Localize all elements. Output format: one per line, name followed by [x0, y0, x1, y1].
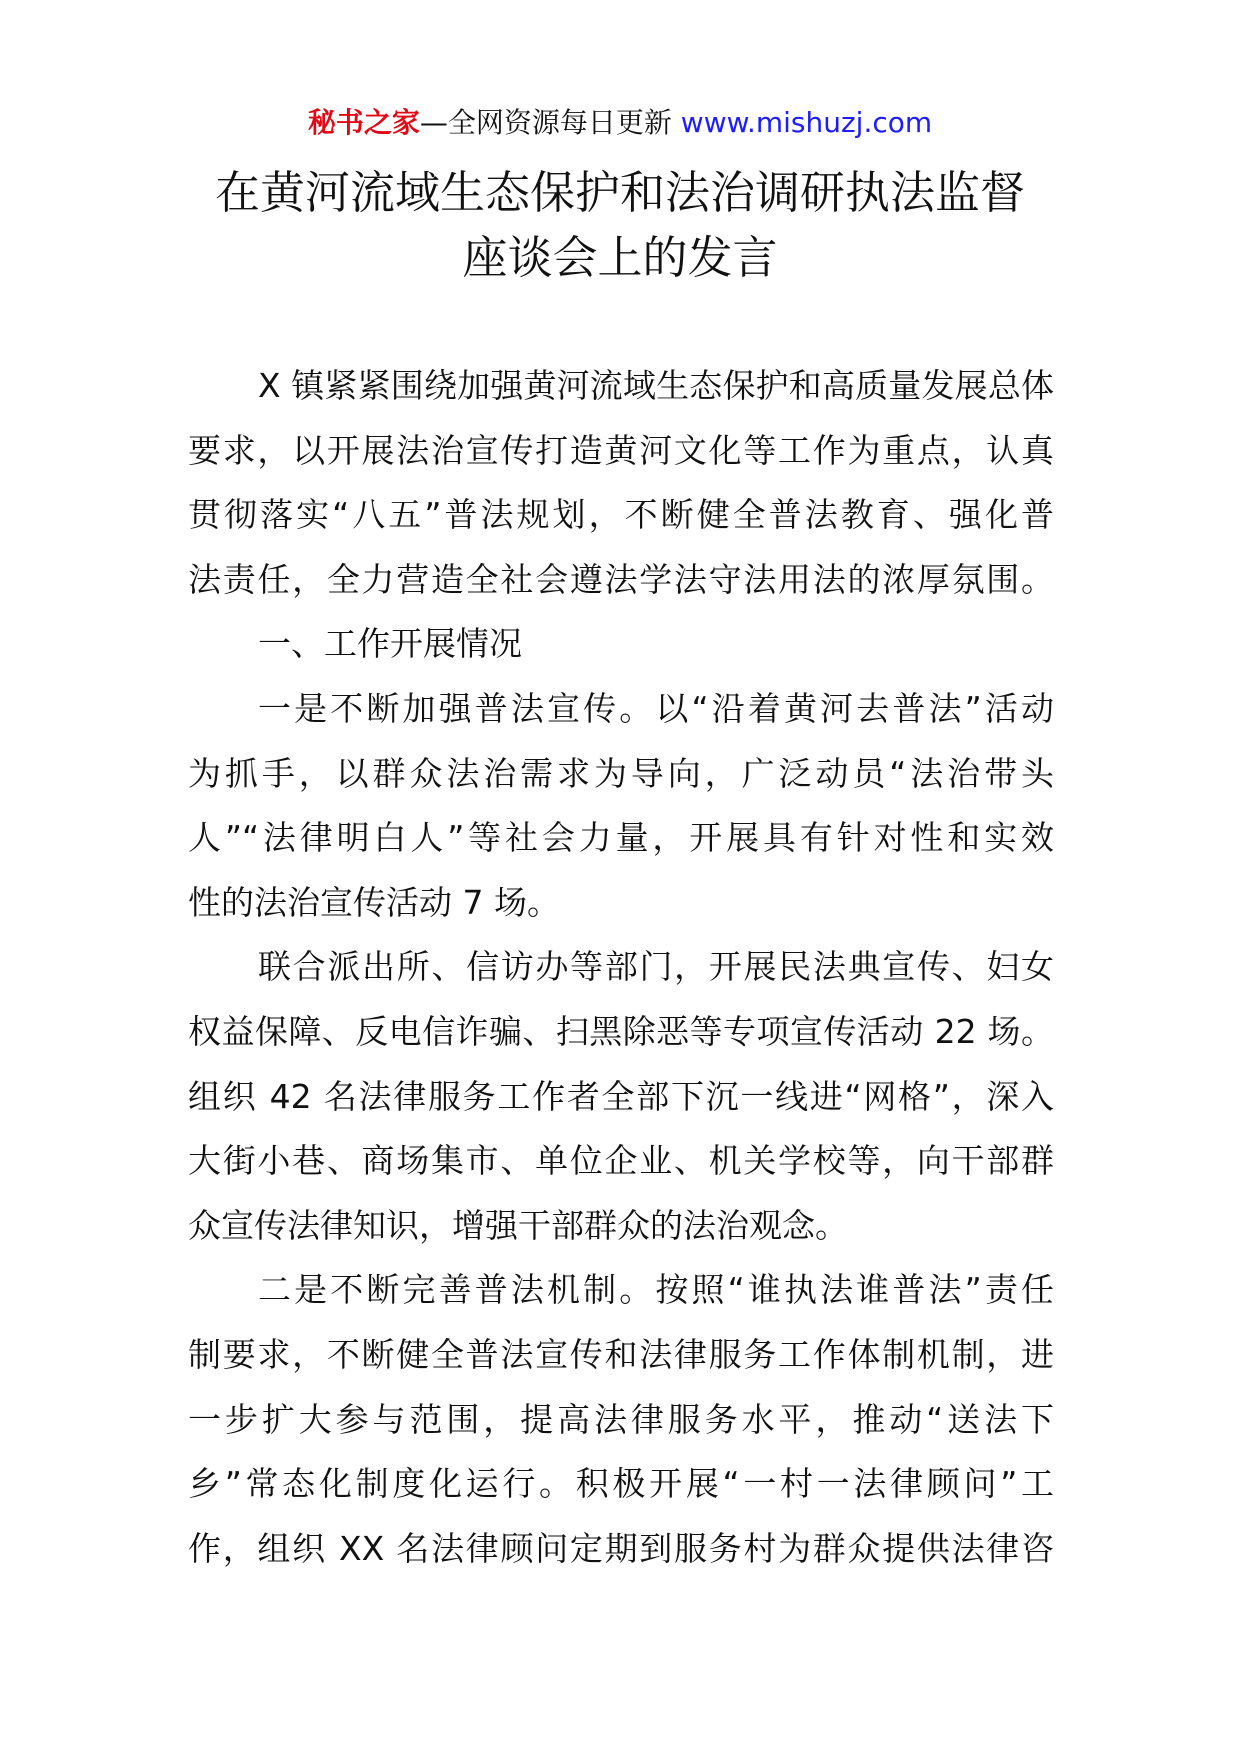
paragraph-line: 法责任，全力营造全社会遵法学法守法用法的浓厚氛围。: [188, 559, 1054, 599]
section-heading-text: 一、工作开展情况: [258, 624, 522, 664]
paragraph-joint-campaigns: [188, 935, 1054, 1258]
paragraph-line: 权益保障、反电信诈骗、扫黑除恶等专项宣传活动 22 场。: [188, 1011, 1054, 1051]
document-title: [0, 160, 1240, 290]
document-title-line: 在黄河流域生态保护和法治调研执法监督: [214, 166, 1025, 219]
paragraph-publicity: [188, 677, 1054, 935]
paragraph-line: 组织 42 名法律服务工作者全部下沉一线进“网格”，深入: [188, 1076, 1054, 1116]
paragraph-line: 为抓手，以群众法治需求为导向，广泛动员“法治带头: [188, 753, 1054, 793]
site-brand: 秘书之家: [307, 106, 420, 139]
paragraph-line: X 镇紧紧围绕加强黄河流域生态保护和高质量发展总体: [258, 366, 1054, 405]
paragraph-line: 一是不断加强普法宣传。以“沿着黄河去普法”活动: [258, 688, 1054, 728]
paragraph-line: 性的法治宣传活动 7 场。: [188, 882, 560, 922]
document-body: [188, 354, 1054, 1581]
paragraph-line: 二是不断完善普法机制。按照“谁执法谁普法”责任: [258, 1270, 1054, 1310]
document-title-line: 座谈会上的发言: [462, 231, 778, 284]
paragraph-line: 制要求，不断健全普法宣传和法律服务工作体制机制，进: [188, 1334, 1054, 1374]
paragraph-line: 大街小巷、商场集市、单位企业、机关学校等，向干部群: [188, 1141, 1054, 1181]
site-tagline: —全网资源每日更新: [419, 106, 672, 139]
paragraph-line: 贯彻落实“八五”普法规划，不断健全普法教育、强化普: [188, 495, 1054, 535]
site-url: www.mishuzj.com: [680, 106, 933, 139]
site-header: [0, 104, 1240, 142]
paragraph-line: 要求，以开展法治宣传打造黄河文化等工作为重点，认真: [188, 430, 1054, 470]
paragraph-line: 一步扩大参与范围，提高法律服务水平，推动“送法下: [188, 1399, 1054, 1439]
paragraph-line: 人”“法律明白人”等社会力量，开展具有针对性和实效: [188, 818, 1054, 858]
section-heading: [188, 612, 1054, 677]
paragraph-intro: [188, 354, 1054, 612]
paragraph-line: 乡”常态化制度化运行。积极开展“一村一法律顾问”工: [188, 1464, 1054, 1504]
paragraph-line: 作，组织 XX 名法律顾问定期到服务村为群众提供法律咨: [188, 1528, 1054, 1568]
paragraph-line: 联合派出所、信访办等部门，开展民法典宣传、妇女: [258, 947, 1054, 987]
paragraph-mechanism: [188, 1258, 1054, 1581]
paragraph-line: 众宣传法律知识，增强干部群众的法治观念。: [188, 1205, 848, 1245]
